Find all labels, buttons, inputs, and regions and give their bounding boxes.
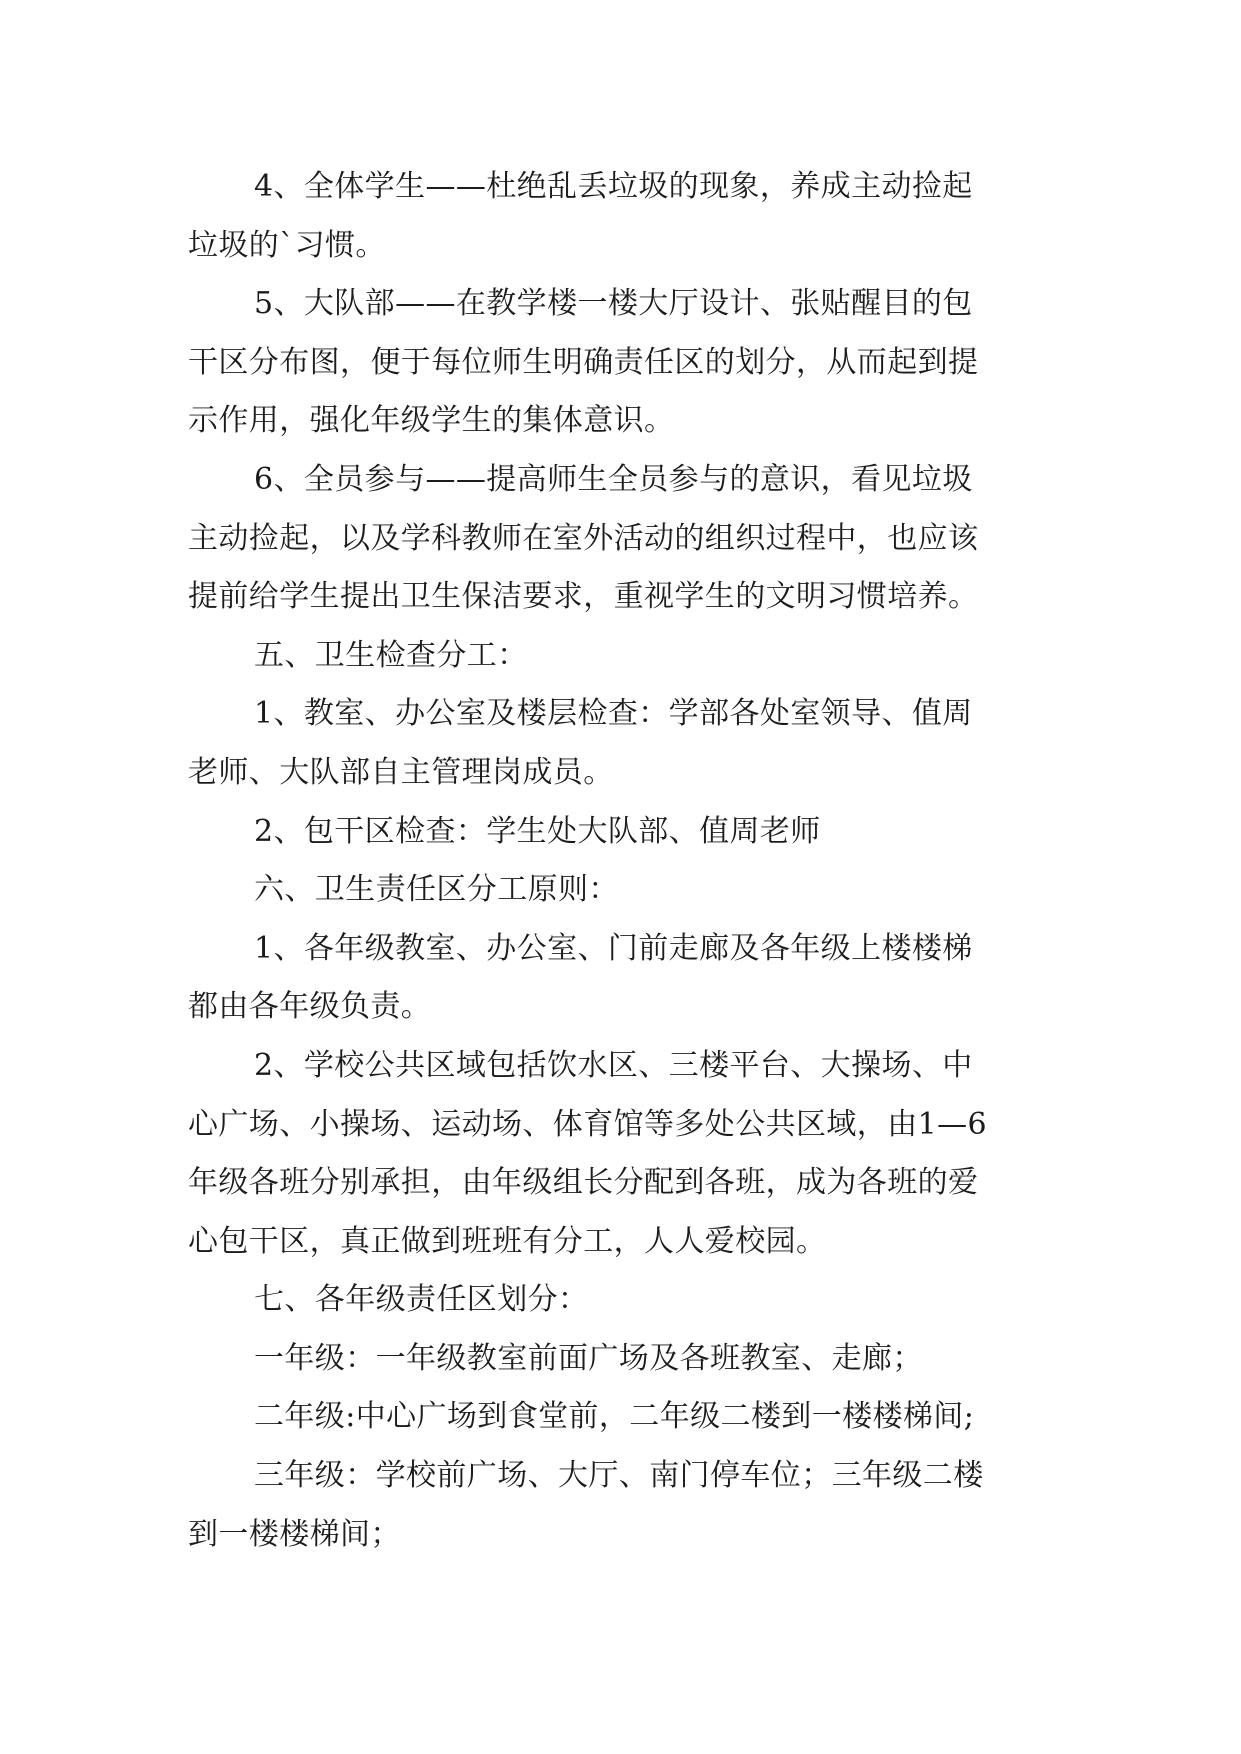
text-line: 到一楼楼梯间； xyxy=(188,1516,401,1552)
text-line: 1、各年级教室、办公室、门前走廊及各年级上楼楼梯 xyxy=(254,930,973,966)
text-line: 心包干区，真正做到班班有分工，人人爱校园。 xyxy=(188,1223,827,1259)
text-line: 5、大队部——在教学楼一楼大厅设计、张贴醒目的包 xyxy=(254,286,973,322)
text-line: 年级各班分别承担，由年级组长分配到各班，成为各班的爱 xyxy=(188,1165,979,1201)
text-line: 一年级：一年级教室前面广场及各班教室、走廊； xyxy=(254,1340,923,1376)
text-line: 心广场、小操场、运动场、体育馆等多处公共区域，由1—6 xyxy=(188,1106,987,1142)
text-line: 二年级:中心广场到食堂前，二年级二楼到一楼楼梯间; xyxy=(254,1399,975,1435)
text-line: 4、全体学生——杜绝乱丢垃圾的现象，养成主动捡起 xyxy=(254,169,973,204)
text-line: 垃圾的`习惯。 xyxy=(188,227,386,263)
text-line: 示作用，强化年级学生的集体意识。 xyxy=(188,403,675,439)
text-line: 六、卫生责任区分工原则： xyxy=(254,872,619,908)
text-line: 1、教室、办公室及楼层检查：学部各处室领导、值周 xyxy=(254,696,973,732)
text-line: 干区分布图，便于每位师生明确责任区的划分，从而起到提 xyxy=(188,344,979,380)
text-line: 6、全员参与——提高师生全员参与的意识，看见垃圾 xyxy=(254,461,973,497)
text-line: 2、学校公共区域包括饮水区、三楼平台、大操场、中 xyxy=(254,1047,973,1083)
text-line: 七、各年级责任区划分： xyxy=(254,1282,589,1318)
text-line: 都由各年级负责。 xyxy=(188,989,432,1025)
text-line: 2、包干区检查：学生处大队部、值周老师 xyxy=(254,813,821,849)
text-line: 三年级：学校前广场、大厅、南门停车位；三年级二楼 xyxy=(254,1458,984,1494)
text-line: 老师、大队部自主管理岗成员。 xyxy=(188,754,614,790)
text-line: 主动捡起，以及学科教师在室外活动的组织过程中，也应该 xyxy=(188,520,979,556)
text-line: 五、卫生检查分工： xyxy=(254,637,528,673)
document-body xyxy=(188,158,1068,1564)
text-line: 提前给学生提出卫生保洁要求，重视学生的文明习惯培养。 xyxy=(188,579,979,615)
